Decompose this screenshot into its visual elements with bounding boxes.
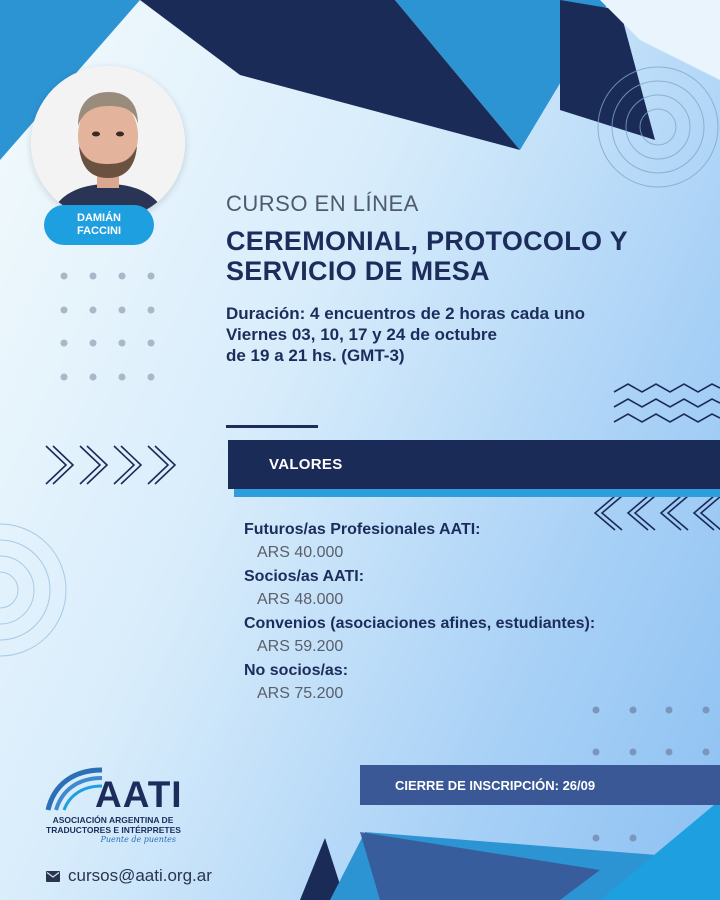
registration-deadline-banner [360, 765, 720, 805]
divider [226, 425, 318, 428]
speaker-name-badge [44, 205, 154, 245]
course-title [226, 226, 706, 286]
contact-email-text[interactable]: cursos@aati.org.ar [68, 866, 212, 885]
schedule-duration: Duración: 4 encuentros de 2 horas cada uno [226, 304, 585, 323]
price-value: ARS 48.000 [257, 591, 344, 608]
speaker-portrait [31, 66, 185, 220]
price-value: ARS 75.200 [257, 685, 344, 702]
speaker-photo [31, 66, 185, 220]
aati-logo-wordmark: AATI [95, 774, 183, 815]
speaker-last-name: FACCINI [77, 225, 121, 237]
valores-bar [228, 440, 720, 489]
course-title-line-2: SERVICIO DE MESA [226, 256, 490, 286]
envelope-icon [46, 871, 60, 882]
course-type: CURSO EN LÍNEA [226, 191, 419, 216]
schedule [226, 303, 696, 366]
price-category: No socios/as: [244, 662, 349, 679]
registration-deadline: CIERRE DE INSCRIPCIÓN: 26/09 [395, 777, 596, 793]
price-value: ARS 40.000 [257, 544, 344, 561]
aati-logo-tagline: Puente de puentes [100, 835, 176, 844]
speaker-first-name: DAMIÁN [77, 212, 121, 224]
aati-logo-line-1: ASOCIACIÓN ARGENTINA DE [52, 815, 174, 825]
valores-label: VALORES [269, 456, 343, 473]
schedule-time: de 19 a 21 hs. (GMT-3) [226, 346, 405, 365]
price-category: Convenios (asociaciones afines, estudiantes): [244, 615, 596, 632]
aati-logo [44, 764, 184, 854]
schedule-dates: Viernes 03, 10, 17 y 24 de octubre [226, 325, 497, 344]
course-title-line-1: CEREMONIAL, PROTOCOLO Y [226, 226, 628, 256]
price-list [244, 518, 704, 706]
contact-email[interactable] [46, 866, 212, 886]
aati-logo-line-2: TRADUCTORES E INTÉRPRETES [46, 825, 181, 835]
price-value: ARS 59.200 [257, 638, 344, 655]
price-category: Futuros/as Profesionales AATI: [244, 521, 481, 538]
price-category: Socios/as AATI: [244, 568, 365, 585]
